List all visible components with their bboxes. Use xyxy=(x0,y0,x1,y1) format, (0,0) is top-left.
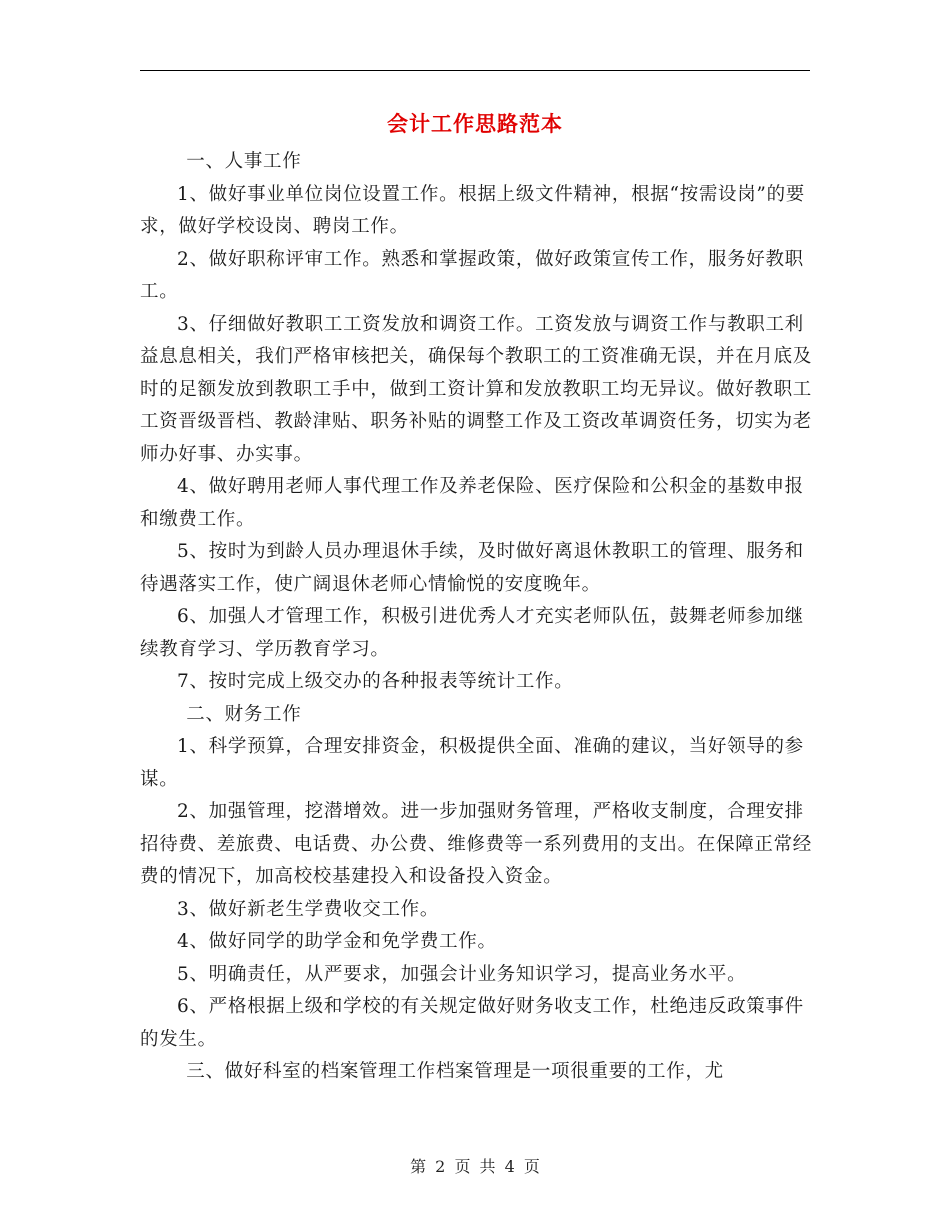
header-rule xyxy=(140,70,810,71)
paragraph: 5、明确责任，从严要求，加强会计业务知识学习，提高业务水平。 xyxy=(177,963,747,985)
paragraph: 7、按时完成上级交办的各种报表等统计工作。 xyxy=(177,671,574,692)
paragraph: 6、加强人才管理工作，积极引进优秀人才充实老师队伍，鼓舞老师参加继续教育学习、学历教育学习。 xyxy=(140,606,804,660)
section-heading: 一、人事工作 xyxy=(186,151,302,172)
section-heading: 二、财务工作 xyxy=(186,703,302,725)
paragraph: 4、做好同学的助学金和免学费工作。 xyxy=(177,931,497,952)
paragraph: 1、科学预算，合理安排资金，积极提供全面、准确的建议，当好领导的参谋。 xyxy=(140,736,804,790)
document-body xyxy=(140,146,812,1089)
paragraph: 3、做好新老生学费收交工作。 xyxy=(177,898,440,920)
paragraph: 4、做好聘用老师人事代理工作及养老保险、医疗保险和公积金的基数申报和缴费工作。 xyxy=(140,476,804,530)
document-title: 会计工作思路范本 xyxy=(387,111,563,136)
paragraph: 2、做好职称评审工作。熟悉和掌握政策，做好政策宣传工作，服务好教职工。 xyxy=(140,248,804,302)
section-heading: 三、做好科室的档案管理工作档案管理是一项很重要的工作，尤 xyxy=(186,1061,724,1082)
paragraph: 3、仔细做好教职工工资发放和调资工作。工资发放与调资工作与教职工利益息息相关，我们严格审核把关，确保每个教职工的工资准确无误，并在月底及时的足额发放到教职工手中，做到工资计算和发放教职工均无异议。做好教职工工资晋级晋档、教龄津贴、职务补贴的调整工作及工资改革调资任务，切实为老师办好事、办实事。 xyxy=(140,313,813,465)
paragraph: 6、严格根据上级和学校的有关规定做好财务收支工作，杜绝违反政策事件的发生。 xyxy=(140,996,804,1050)
page-number: 第 2 页 共 4 页 xyxy=(410,1157,540,1176)
paragraph: 5、按时为到龄人员办理退休手续，及时做好离退休教职工的管理、服务和待遇落实工作，使广阔退休老师心情愉悦的安度晚年。 xyxy=(140,541,804,595)
paragraph: 2、加强管理，挖潜增效。进一步加强财务管理，严格收支制度，合理安排招待费、差旅费、电话费、办公费、维修费等一系列费用的支出。在保障正常经费的情况下，加高校校基建投入和设备投入资金。 xyxy=(140,801,813,887)
paragraph: 1、做好事业单位岗位设置工作。根据上级文件精神，根据“按需设岗”的要求，做好学校设岗、聘岗工作。 xyxy=(140,183,805,237)
